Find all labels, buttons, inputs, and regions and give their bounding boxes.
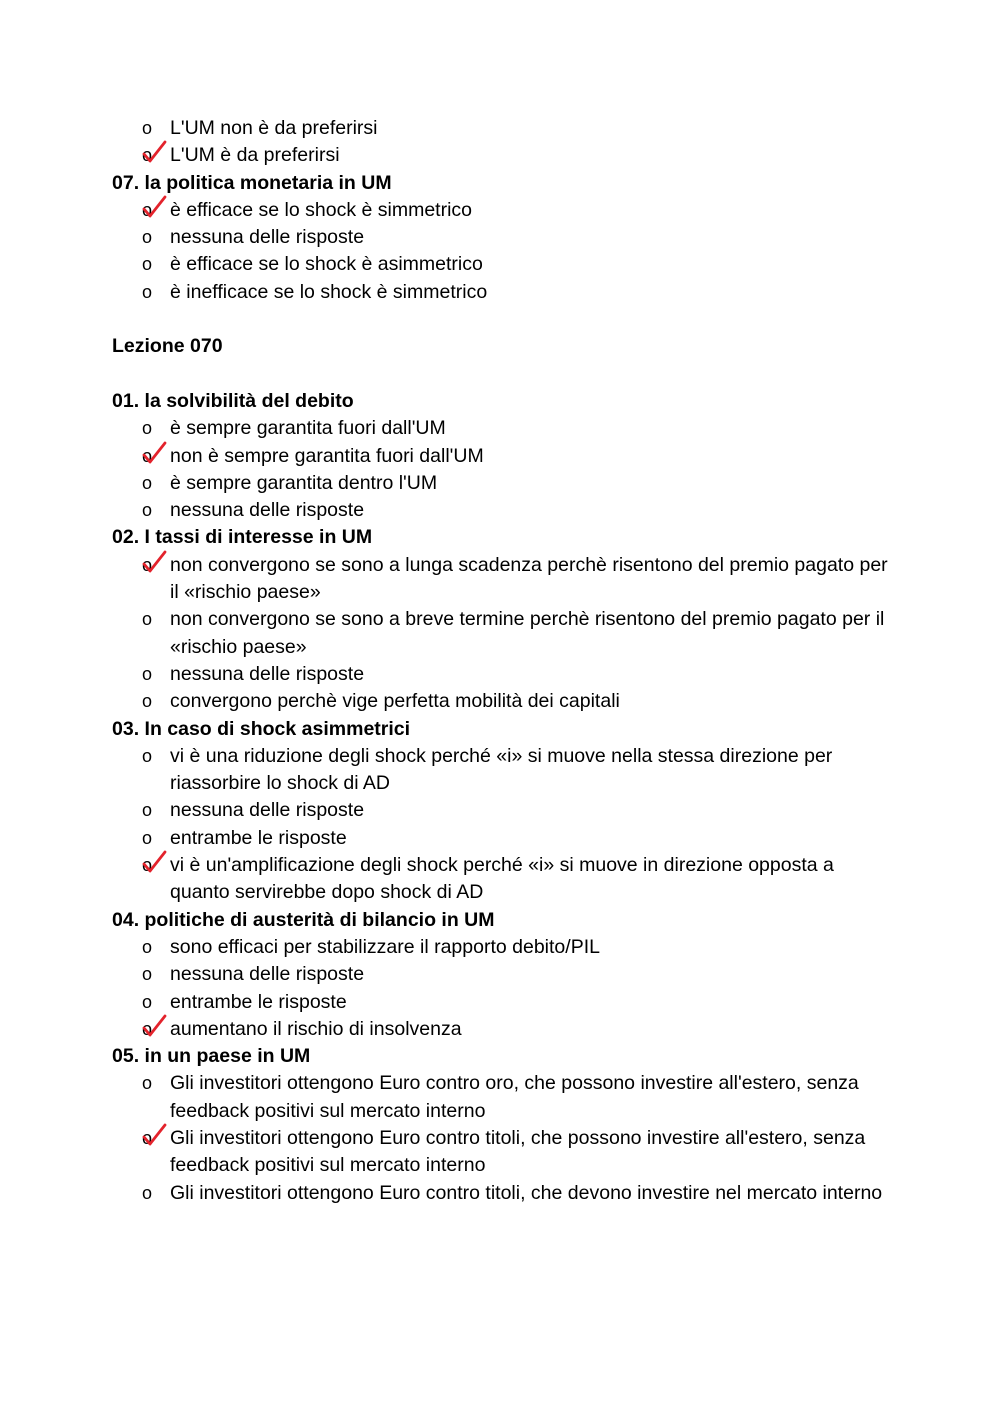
bullet-circle-icon: o — [142, 227, 153, 248]
answer-text: vi è una riduzione degli shock perché «i» si muove nella stessa direzione per riassorbire lo shock di AD — [170, 744, 833, 795]
answer-text: è inefficace se lo shock è simmetrico — [170, 280, 488, 303]
answer-option — [112, 797, 892, 824]
bullet-circle-icon: o — [142, 199, 153, 220]
answer-text: non convergono se sono a lunga scadenza perchè risentono del premio pagato per il «rischio paese» — [170, 553, 888, 604]
answer-option — [112, 934, 892, 961]
bullet-circle-icon: o — [142, 1182, 153, 1203]
answer-options — [112, 197, 892, 306]
answer-text: non è sempre garantita fuori dall'UM — [170, 444, 484, 467]
answer-options — [112, 415, 892, 524]
answer-text: nessuna delle risposte — [170, 799, 365, 822]
bullet-circle-icon: o — [142, 745, 153, 766]
answer-text: vi è un'amplificazione degli shock perché «i» si muove in direzione opposta a quanto servirebbe dopo shock di AD — [170, 854, 834, 904]
question-title: 07. la politica monetaria in UM — [112, 171, 392, 194]
question-block — [112, 115, 892, 170]
answer-option — [112, 1180, 892, 1207]
answer-options — [112, 934, 892, 1043]
bullet-circle-icon: o — [142, 964, 153, 985]
answer-text: L'UM non è da preferirsi — [170, 117, 378, 139]
bullet-circle-icon: o — [142, 827, 153, 848]
answer-text: è sempre garantita fuori dall'UM — [170, 417, 446, 440]
quiz-blocks-section — [112, 388, 892, 1207]
bullet-circle-icon: o — [142, 691, 153, 712]
answer-option-correct — [112, 852, 892, 907]
bullet-circle-icon: o — [142, 1018, 153, 1039]
answer-option — [112, 688, 892, 715]
bullet-circle-icon: o — [142, 1127, 153, 1148]
answer-option — [112, 989, 892, 1016]
question-title: 01. la solvibilità del debito — [112, 389, 354, 412]
answer-options — [112, 1070, 892, 1206]
answer-option-correct — [112, 1016, 892, 1043]
question-block — [112, 388, 892, 524]
answer-options — [112, 115, 892, 170]
answer-text: non convergono se sono a breve termine perchè risentono del premio pagato per il «rischio paese» — [170, 608, 885, 658]
checkmark-icon — [142, 440, 168, 466]
question-block — [112, 716, 892, 907]
bullet-circle-icon: o — [142, 936, 153, 957]
answer-option — [112, 224, 892, 251]
bullet-circle-icon: o — [142, 145, 153, 166]
answer-text: è efficace se lo shock è asimmetrico — [170, 253, 483, 276]
checkmark-icon — [142, 549, 168, 575]
question-title: 03. In caso di shock asimmetrici — [112, 717, 411, 740]
bullet-circle-icon: o — [142, 418, 153, 439]
answer-option-correct — [112, 552, 892, 607]
checkmark-icon — [142, 139, 168, 165]
bullet-circle-icon: o — [142, 1073, 153, 1094]
answer-option-correct — [112, 443, 892, 470]
answer-option — [112, 825, 892, 852]
answer-text: entrambe le risposte — [170, 990, 347, 1013]
answer-text: aumentano il rischio di insolvenza — [170, 1017, 462, 1040]
quiz-blocks-top — [112, 115, 892, 306]
bullet-circle-icon: o — [142, 472, 153, 493]
checkmark-icon — [142, 1013, 168, 1039]
checkmark-icon — [142, 849, 168, 875]
answer-text: nessuna delle risposte — [170, 662, 365, 685]
answer-option — [112, 279, 892, 306]
bullet-circle-icon: o — [142, 254, 153, 275]
answer-option-correct — [112, 1125, 892, 1180]
answer-text: è efficace se lo shock è simmetrico — [170, 198, 473, 221]
answer-text: L'UM è da preferirsi — [170, 144, 340, 167]
answer-option — [112, 1070, 892, 1125]
answer-options — [112, 552, 892, 716]
question-block — [112, 907, 892, 1043]
answer-option — [112, 497, 892, 524]
answer-text: Gli investitori ottengono Euro contro titoli, che possono investire all'estero, senza feedback positivi sul mercato interno — [170, 1126, 866, 1177]
answer-option — [112, 470, 892, 497]
answer-option — [112, 743, 892, 798]
bullet-circle-icon: o — [142, 991, 153, 1012]
section-heading: Lezione 070 — [112, 335, 223, 358]
bullet-circle-icon: o — [142, 800, 153, 821]
bullet-circle-icon: o — [142, 663, 153, 684]
answer-text: Gli investitori ottengono Euro contro titoli, che devono investire nel mercato interno — [170, 1181, 883, 1204]
answer-text: nessuna delle risposte — [170, 499, 365, 522]
bullet-circle-icon: o — [142, 855, 153, 876]
answer-option-correct — [112, 142, 892, 169]
quiz-content — [112, 115, 892, 1207]
checkmark-icon — [142, 1122, 168, 1148]
answer-option-correct — [112, 197, 892, 224]
question-block — [112, 524, 892, 715]
answer-text: è sempre garantita dentro l'UM — [170, 471, 438, 494]
bullet-circle-icon: o — [142, 118, 153, 138]
answer-text: entrambe le risposte — [170, 826, 347, 849]
answer-option — [112, 961, 892, 988]
answer-text: sono efficaci per stabilizzare il rapporto debito/PIL — [170, 935, 600, 958]
question-block — [112, 170, 892, 306]
answer-text: convergono perchè vige perfetta mobilità dei capitali — [170, 690, 620, 713]
bullet-circle-icon: o — [142, 500, 153, 521]
answer-option — [112, 251, 892, 278]
answer-option — [112, 661, 892, 688]
question-block — [112, 1043, 892, 1207]
answer-option — [112, 415, 892, 442]
answer-text: Gli investitori ottengono Euro contro oro, che possono investire all'estero, senza feedback positivi sul mercato interno — [170, 1072, 859, 1122]
question-title: 04. politiche di austerità di bilancio in UM — [112, 908, 495, 931]
question-title: 02. I tassi di interesse in UM — [112, 526, 373, 549]
question-title: 05. in un paese in UM — [112, 1045, 311, 1068]
bullet-circle-icon: o — [142, 609, 153, 630]
checkmark-icon — [142, 194, 168, 220]
bullet-circle-icon: o — [142, 554, 153, 575]
answer-text: nessuna delle risposte — [170, 963, 365, 986]
bullet-circle-icon: o — [142, 445, 153, 466]
answer-options — [112, 743, 892, 907]
answer-option — [112, 115, 892, 142]
answer-text: nessuna delle risposte — [170, 226, 365, 249]
bullet-circle-icon: o — [142, 281, 153, 302]
answer-option — [112, 606, 892, 661]
